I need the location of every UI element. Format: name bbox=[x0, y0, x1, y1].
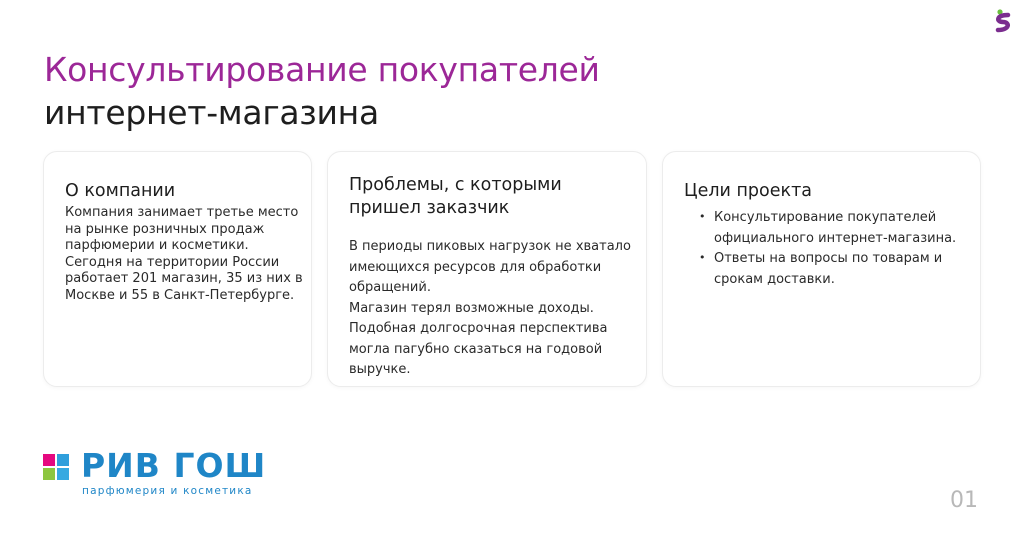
card-heading: Проблемы, с которыми пришел заказчик bbox=[349, 175, 562, 218]
title-line-1: Консультирование покупателей bbox=[44, 50, 600, 89]
logo-square bbox=[57, 468, 69, 480]
logo-square bbox=[43, 454, 55, 466]
list-item: • Ответы на вопросы по товарам и срокам доставки. bbox=[699, 249, 969, 290]
about-company-card bbox=[43, 151, 312, 387]
client-problems-card bbox=[327, 151, 647, 387]
company-logo bbox=[43, 446, 267, 500]
project-goals-card bbox=[662, 151, 981, 387]
card-paragraph: Магазин терял возможные доходы. Подобная долгосрочная перспектива могла пагубно сказаться на годовой выручке. bbox=[349, 300, 608, 377]
title-line-2: интернет-магазина bbox=[44, 93, 379, 132]
goals-list bbox=[699, 208, 969, 290]
logo-wordmark: РИВ ГОШ bbox=[81, 446, 267, 485]
card-paragraph: В периоды пиковых нагрузок не хватало имеющихся ресурсов для обработки обращений. bbox=[349, 239, 631, 295]
page-number: 01 bbox=[950, 488, 978, 513]
card-heading: Цели проекта bbox=[684, 181, 812, 201]
card-text: Компания занимает третье место на рынке розничных продаж парфюмерии и косметики. Сегодня на территории России работает 201 магазин, 35 из них в Москве и 55 в Санкт-Петербурге. bbox=[65, 205, 303, 303]
card-heading: О компании bbox=[65, 181, 176, 201]
card-text bbox=[349, 237, 631, 381]
logo-square bbox=[43, 468, 55, 480]
page-title bbox=[44, 48, 600, 134]
logo-tagline: парфюмерия и косметика bbox=[82, 485, 253, 497]
ribbon-logo-icon bbox=[992, 9, 1014, 33]
logo-square bbox=[57, 454, 69, 466]
logo-squares-icon bbox=[43, 454, 69, 480]
list-item: • Консультирование покупателей официального интернет-магазина. bbox=[699, 208, 969, 249]
